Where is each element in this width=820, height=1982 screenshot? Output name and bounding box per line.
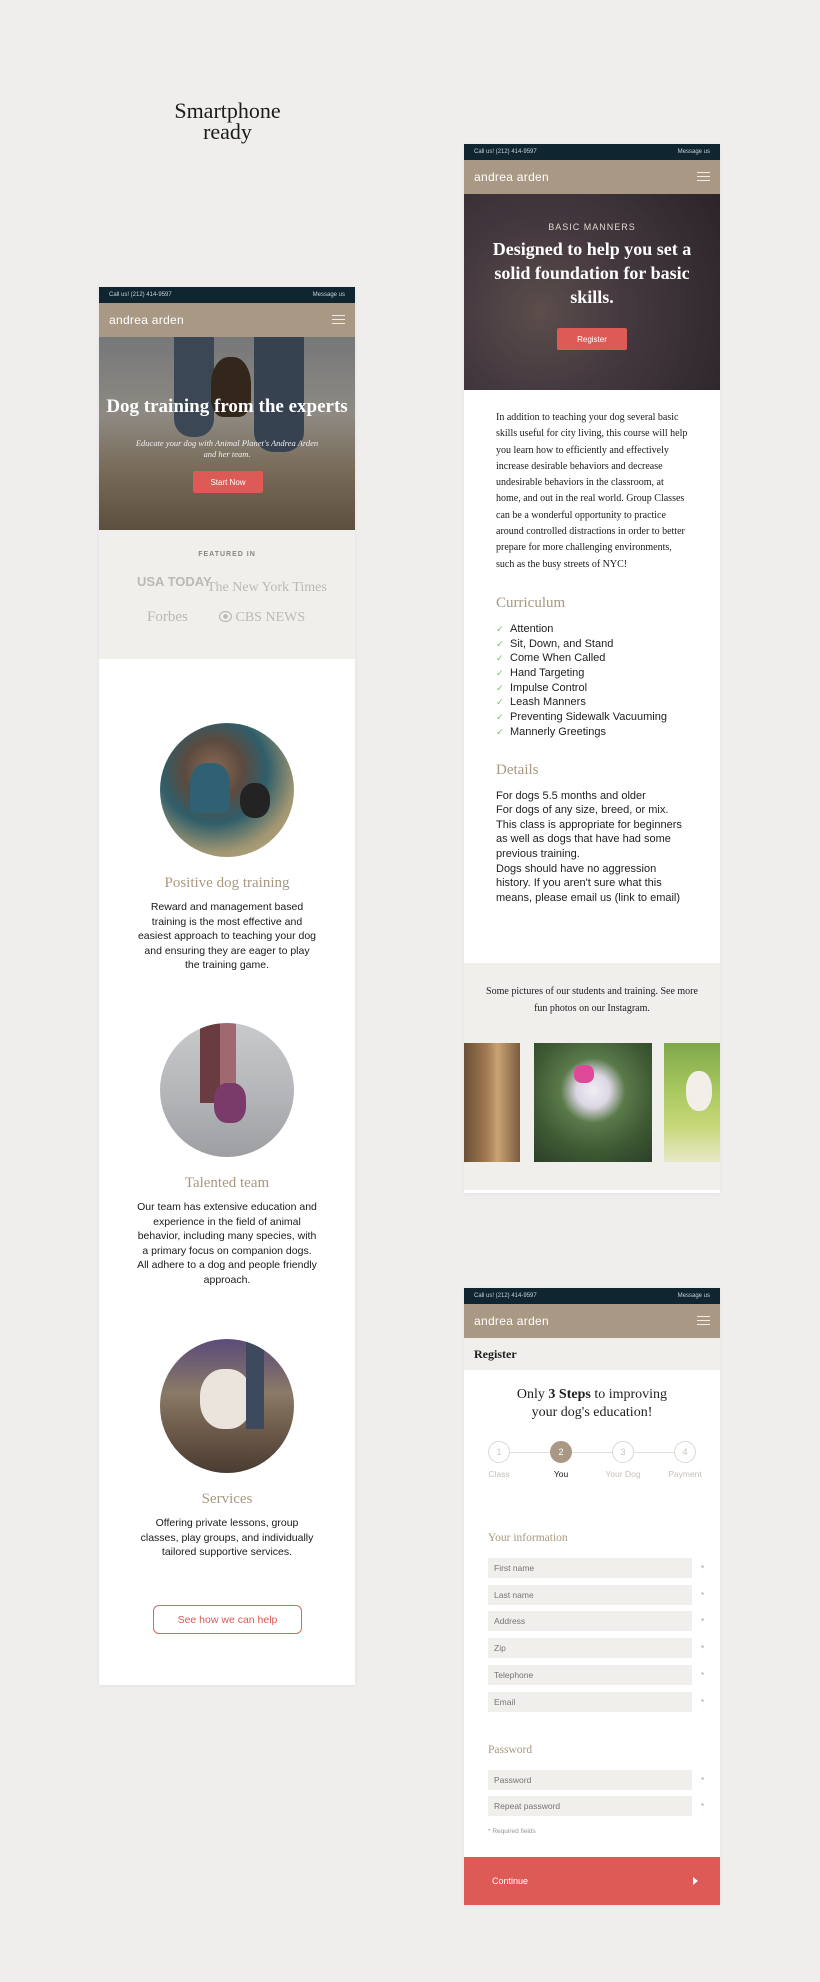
hero-title: Designed to help you set a solid foundation for basic skills.	[492, 239, 692, 307]
featured-label: FEATURED IN	[198, 551, 256, 558]
feature-talented-team	[99, 1023, 355, 1287]
cbs-news-logo: CBS NEWS	[219, 610, 305, 626]
walking-bulldog-image	[160, 1023, 294, 1157]
check-icon: ✓	[496, 726, 504, 737]
step-your-dog[interactable]: 3 Your Dog	[600, 1441, 646, 1479]
check-icon: ✓	[496, 712, 504, 723]
password-title: Password	[488, 1744, 533, 1756]
check-icon: ✓	[496, 653, 504, 664]
feature-title: Talented team	[184, 1175, 270, 1191]
brand-logo[interactable]: andrea arden	[474, 1314, 549, 1328]
featured-in-section	[99, 530, 355, 659]
repeat-password-field[interactable]	[488, 1796, 692, 1816]
list-item: ✓ Preventing Sidewalk Vacuuming	[496, 711, 667, 724]
feature-text: Offering private lessons, group classes, play groups, and individually tailored supportive services.	[140, 1517, 314, 1558]
arrow-right-icon	[693, 1877, 698, 1885]
top-contact-bar	[464, 1288, 720, 1304]
call-link[interactable]: Call us! (212) 414-9597	[109, 292, 172, 298]
feature-positive-training	[99, 723, 355, 973]
check-icon: ✓	[496, 682, 504, 693]
header-bar	[99, 303, 355, 337]
cbs-eye-icon	[219, 611, 232, 622]
feature-text: Reward and management based training is the most effective and easiest approach to teaching your dog and ensuring they are eager to play the training game.	[137, 901, 317, 971]
required-fields-note: * Required fields	[488, 1828, 536, 1835]
register-heading: Only 3 Steps to improving your dog's education!	[516, 1387, 668, 1420]
telephone-field[interactable]	[488, 1665, 692, 1685]
required-marker: *	[701, 1698, 705, 1707]
required-marker: *	[701, 1564, 705, 1573]
phone-home-screen	[99, 287, 355, 1685]
feature-text: Our team has extensive education and experience in the field of animal behavior, including many species, with a primary focus on companion dogs. All adhere to a dog and people friendly approach.	[137, 1201, 317, 1286]
phone-register-screen	[464, 1288, 720, 1905]
check-icon: ✓	[496, 623, 504, 634]
course-kicker: BASIC MANNERS	[548, 222, 636, 232]
menu-icon[interactable]	[332, 315, 345, 325]
email-field[interactable]	[488, 1692, 692, 1712]
showcase-title-line2: ready	[203, 119, 252, 144]
hero-title: Dog training from the experts	[106, 396, 348, 417]
course-intro: In addition to teaching your dog several basic skills useful for city living, this course will help you learn how to efficiently and effectively increase desirable behaviors and decrease undesirable behaviors in the classroom, at home, and out in the real world. Group Classes can be a wonderful opportunity to practice around controlled distractions in order to better prepare for more challenging environments, such as the busy streets of NYC!	[496, 412, 688, 570]
showcase-title	[130, 100, 325, 142]
gallery-text: Some pictures of our students and training. See more fun photos on our Instagram.	[486, 986, 698, 1014]
gallery-photo-white-dog[interactable]	[664, 1043, 720, 1162]
step-you[interactable]: 2 You	[538, 1441, 584, 1479]
list-item: ✓ Come When Called	[496, 652, 606, 665]
top-contact-bar	[99, 287, 355, 303]
nyt-logo: The New York Times	[207, 580, 327, 595]
gallery-photo-dog-at-door[interactable]	[464, 1043, 520, 1162]
top-contact-bar	[464, 144, 720, 160]
required-marker: *	[701, 1776, 705, 1785]
see-how-we-can-help-button[interactable]: See how we can help	[153, 1605, 302, 1634]
phone-course-screen	[464, 144, 720, 1193]
password-field[interactable]	[488, 1770, 692, 1790]
brand-logo[interactable]: andrea arden	[474, 170, 549, 184]
call-link[interactable]: Call us! (212) 414-9597	[474, 1293, 537, 1299]
feature-title: Positive dog training	[164, 875, 290, 891]
message-link[interactable]: Message us	[677, 1293, 710, 1299]
continue-button[interactable]	[464, 1857, 720, 1905]
register-title: Register	[474, 1346, 517, 1361]
curriculum-list	[464, 612, 720, 740]
register-title-bar	[464, 1338, 720, 1370]
required-marker: *	[701, 1671, 705, 1680]
required-marker: *	[701, 1617, 705, 1626]
last-name-field[interactable]	[488, 1585, 692, 1605]
hero-image	[99, 337, 355, 530]
menu-icon[interactable]	[697, 172, 710, 182]
list-item: ✓ Attention	[496, 622, 554, 635]
curriculum-title: Curriculum	[496, 594, 566, 611]
required-marker: *	[701, 1591, 705, 1600]
address-field[interactable]	[488, 1611, 692, 1631]
brand-logo[interactable]: andrea arden	[109, 313, 184, 327]
zip-field[interactable]	[488, 1638, 692, 1658]
list-item: ✓ Leash Manners	[496, 696, 586, 709]
details-title: Details	[496, 761, 539, 778]
details-text: For dogs 5.5 months and older For dogs of any size, breed, or mix. This class is appropriate for beginners as well as dogs that have had some previous training. Dogs should have no aggression history. If you aren't sure what this means, please email us (link to email)	[496, 789, 682, 904]
call-link[interactable]: Call us! (212) 414-9597	[474, 149, 537, 155]
forbes-logo: Forbes	[147, 609, 188, 625]
step-class[interactable]: 1 Class	[476, 1441, 522, 1479]
message-link[interactable]: Message us	[312, 292, 345, 298]
list-item: ✓ Impulse Control	[496, 681, 588, 694]
english-bulldog-image	[160, 1339, 294, 1473]
step-indicator	[464, 1441, 720, 1491]
step-payment[interactable]: 4 Payment	[662, 1441, 708, 1479]
check-icon: ✓	[496, 668, 504, 679]
menu-icon[interactable]	[697, 1316, 710, 1326]
check-icon: ✓	[496, 697, 504, 708]
usa-today-logo: USA TODAY	[137, 574, 212, 589]
start-now-button[interactable]: Start Now	[193, 471, 263, 493]
feature-services	[99, 1339, 355, 1560]
list-item: ✓ Mannerly Greetings	[496, 725, 606, 738]
hero-image	[464, 194, 720, 390]
header-bar	[464, 160, 720, 194]
list-item: ✓ Sit, Down, and Stand	[496, 637, 614, 650]
your-information-title: Your information	[488, 1532, 568, 1544]
register-button[interactable]: Register	[557, 328, 627, 350]
feature-title: Services	[201, 1491, 253, 1507]
first-name-field[interactable]	[488, 1558, 692, 1578]
woman-with-bulldog-image	[160, 723, 294, 857]
required-marker: *	[701, 1802, 705, 1811]
header-bar	[464, 1304, 720, 1338]
gallery-photo-unicorn-dog[interactable]	[534, 1043, 652, 1162]
list-item: ✓ Hand Targeting	[496, 667, 585, 680]
check-icon: ✓	[496, 638, 504, 649]
showcase-title-line1: Smartphone	[174, 98, 281, 123]
continue-label: Continue	[492, 1876, 529, 1886]
message-link[interactable]: Message us	[677, 149, 710, 155]
required-marker: *	[701, 1644, 705, 1653]
hero-subtitle: Educate your dog with Animal Planet's Andrea Arden and her team.	[135, 438, 319, 459]
